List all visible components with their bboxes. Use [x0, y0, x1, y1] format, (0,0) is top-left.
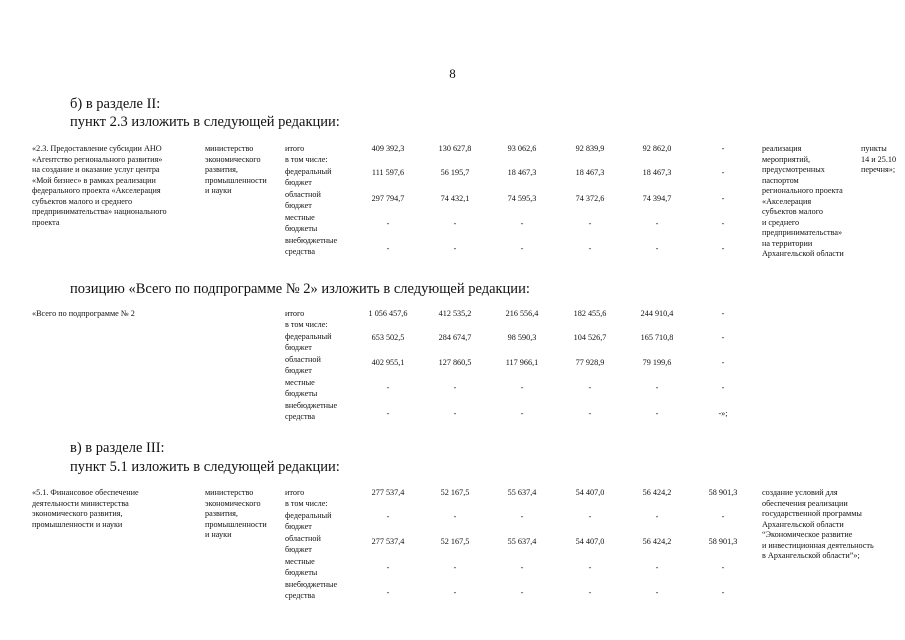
- value-cell: 92 862,0: [642, 144, 672, 153]
- block1-name: [32, 144, 167, 228]
- row-label: бюджет: [285, 342, 312, 352]
- heading-b-point: пункт 2.3 изложить в следующей редакции:: [70, 114, 340, 130]
- result-line: в Архангельской области”»;: [762, 551, 860, 560]
- value-cell: 74 394,7: [642, 194, 672, 203]
- value-cell: -: [520, 383, 524, 392]
- row-label: бюджеты: [285, 223, 318, 233]
- value-cell: 18 467,3: [575, 168, 605, 177]
- result-line: создание условий для: [762, 488, 838, 497]
- value-cell: -: [655, 512, 659, 521]
- block1-executor: [205, 144, 267, 197]
- value-cell: -: [721, 194, 725, 203]
- reference-line: пункты: [861, 144, 887, 153]
- row-label: федеральный: [285, 511, 332, 520]
- reference-line: перечня»;: [861, 165, 896, 174]
- value-cell: -: [721, 244, 725, 253]
- value-cell: 54 407,0: [575, 537, 605, 546]
- name-line: «Всего по подпрограмме № 2: [32, 309, 135, 318]
- value-cell: -: [588, 219, 592, 228]
- value-cell: 284 674,7: [438, 333, 472, 342]
- result-line: Архангельской области: [762, 519, 844, 529]
- value-cell: 409 392,3: [371, 144, 405, 153]
- value-cell: 74 372,6: [575, 194, 605, 203]
- value-cell: -: [588, 244, 592, 253]
- heading-v-point: пункт 5.1 изложить в следующей редакции:: [70, 459, 340, 475]
- value-cell: 297 794,7: [371, 194, 405, 203]
- value-cell: 18 467,3: [642, 168, 672, 177]
- executor-line: развития,: [205, 509, 238, 518]
- executor-line: министерство: [205, 144, 254, 153]
- name-line: федерального проекта «Акселерация: [32, 186, 161, 195]
- heading-b-section: б) в разделе II:: [70, 96, 161, 112]
- block1-reference: [861, 144, 896, 176]
- result-line: паспортом: [762, 175, 799, 185]
- row-label: итого: [285, 144, 305, 153]
- name-line: «2.3. Предоставление субсидии АНО: [32, 144, 162, 153]
- block2-name: [32, 309, 135, 320]
- row-label: итого: [285, 309, 305, 318]
- value-cell: -: [721, 219, 725, 228]
- value-cell: -: [386, 588, 390, 597]
- executor-line: экономического: [205, 154, 261, 164]
- result-line: Архангельской области: [762, 249, 844, 258]
- heading-v-section: в) в разделе III:: [70, 440, 165, 456]
- value-cell: -: [721, 168, 725, 177]
- value-cell: -: [520, 409, 524, 418]
- value-cell: -: [386, 219, 390, 228]
- executor-line: промышленности: [205, 175, 267, 185]
- value-cell: 93 062,6: [507, 144, 537, 153]
- value-cell: -: [588, 563, 592, 572]
- value-cell: 58 901,3: [708, 537, 738, 546]
- value-cell: -: [520, 563, 524, 572]
- value-cell: 130 627,8: [438, 144, 472, 153]
- value-cell: -: [453, 244, 457, 253]
- value-cell: -: [655, 244, 659, 253]
- value-cell: 402 955,1: [371, 358, 405, 367]
- result-line: регионального проекта: [762, 186, 843, 195]
- value-cell: 277 537,4: [371, 537, 405, 546]
- row-label: итого: [285, 488, 305, 497]
- row-label: бюджет: [285, 177, 312, 187]
- result-line: на территории: [762, 238, 813, 248]
- value-cell: 56 424,2: [642, 488, 672, 497]
- executor-line: экономического: [205, 498, 261, 508]
- value-cell: -: [588, 512, 592, 521]
- result-line: реализация: [762, 144, 802, 153]
- value-cell: 111 597,6: [371, 168, 405, 177]
- block1-row-labels: [285, 144, 337, 257]
- value-cell: 277 537,4: [371, 488, 405, 497]
- value-cell: 653 502,5: [371, 333, 405, 342]
- name-line: экономического развития,: [32, 509, 123, 518]
- block3-row-labels: [285, 488, 337, 601]
- result-line: обеспечения реализации: [762, 498, 848, 508]
- row-label: в том числе:: [285, 498, 328, 508]
- block3-executor: [205, 488, 267, 541]
- value-cell: 165 710,8: [640, 333, 674, 342]
- value-cell: 244 910,4: [640, 309, 674, 318]
- value-cell: 1 056 457,6: [368, 309, 408, 318]
- value-cell: -: [588, 409, 592, 418]
- value-cell: -: [520, 588, 524, 597]
- name-line: «Агентство регионального развития»: [32, 154, 163, 164]
- value-cell: -: [721, 588, 725, 597]
- row-label: местные: [285, 557, 315, 566]
- value-cell: -: [386, 383, 390, 392]
- value-cell: 74 432,1: [440, 194, 470, 203]
- row-label: средства: [285, 246, 316, 256]
- value-cell: -: [453, 409, 457, 418]
- value-cell: 52 167,5: [440, 488, 470, 497]
- result-line: и среднего: [762, 217, 800, 227]
- value-cell: 412 535,2: [438, 309, 472, 318]
- value-cell: 79 199,6: [642, 358, 672, 367]
- name-line: деятельности министерства: [32, 498, 129, 508]
- value-cell: -: [386, 244, 390, 253]
- value-cell: 182 455,6: [573, 309, 607, 318]
- name-line: на создание и оказание услуг центра: [32, 165, 160, 174]
- value-cell: -: [588, 588, 592, 597]
- value-cell: 92 839,9: [575, 144, 605, 153]
- result-line: и инвестиционная деятельность: [762, 540, 874, 550]
- block3-result: [762, 488, 874, 562]
- result-line: предусмотренных: [762, 165, 825, 174]
- value-cell: -: [721, 563, 725, 572]
- value-cell: 127 860,5: [438, 358, 472, 367]
- value-cell: 56 195,7: [440, 168, 470, 177]
- value-cell: 104 526,7: [573, 333, 607, 342]
- value-cell: -: [655, 563, 659, 572]
- value-cell: -: [721, 358, 725, 367]
- block1-result: [762, 144, 844, 260]
- value-cell: -: [721, 383, 725, 392]
- value-cell: -: [655, 383, 659, 392]
- row-label: средства: [285, 590, 316, 600]
- value-cell: -: [520, 244, 524, 253]
- value-cell: -: [453, 563, 457, 572]
- value-cell: -: [453, 383, 457, 392]
- name-line: проекта: [32, 217, 60, 227]
- value-cell: -: [386, 409, 390, 418]
- value-cell: -: [655, 588, 659, 597]
- value-cell: 52 167,5: [440, 537, 470, 546]
- value-cell: 58 901,3: [708, 488, 738, 497]
- value-cell: 98 590,3: [507, 333, 537, 342]
- value-cell: -: [453, 512, 457, 521]
- result-line: мероприятий,: [762, 154, 811, 164]
- value-cell: 117 966,1: [505, 358, 539, 367]
- row-label: внебюджетные: [285, 401, 338, 410]
- row-label: областной: [285, 190, 321, 199]
- row-label: федеральный: [285, 332, 332, 341]
- name-line: субъектов малого и среднего: [32, 196, 133, 206]
- reference-line: 14 и 25.10: [861, 154, 897, 164]
- result-line: государственной программы: [762, 509, 862, 518]
- heading-total-position: позицию «Всего по подпрограмме № 2» изложить в следующей редакции:: [70, 281, 530, 297]
- value-cell: 74 595,3: [507, 194, 537, 203]
- value-cell: -: [721, 333, 725, 342]
- row-label: бюджет: [285, 200, 312, 210]
- result-line: субъектов малого: [762, 207, 823, 216]
- value-cell: 216 556,4: [505, 309, 539, 318]
- executor-line: и науки: [205, 186, 232, 195]
- value-cell: -: [655, 409, 659, 418]
- value-cell: 55 637,4: [507, 537, 537, 546]
- row-label: областной: [285, 534, 321, 543]
- value-cell: 77 928,9: [575, 358, 605, 367]
- row-label: бюджеты: [285, 567, 318, 577]
- name-line: «Мой бизнес» в рамках реализации: [32, 175, 156, 185]
- row-label: бюджет: [285, 544, 312, 554]
- value-cell: -: [453, 588, 457, 597]
- name-line: «5.1. Финансовое обеспечение: [32, 488, 139, 497]
- result-line: «Акселерация: [762, 196, 812, 206]
- row-label: местные: [285, 378, 315, 387]
- name-line: предпринимательства» национального: [32, 207, 167, 216]
- executor-line: министерство: [205, 488, 254, 497]
- result-line: предпринимательства»: [762, 228, 843, 237]
- executor-line: развития,: [205, 165, 238, 174]
- value-cell: 55 637,4: [507, 488, 537, 497]
- value-cell: -»;: [718, 409, 728, 418]
- row-label: бюджет: [285, 365, 312, 375]
- page-number: 8: [449, 66, 456, 81]
- row-label: в том числе:: [285, 319, 328, 329]
- value-cell: 56 424,2: [642, 537, 672, 546]
- value-cell: -: [386, 563, 390, 572]
- value-cell: -: [520, 512, 524, 521]
- block3-name: [32, 488, 139, 530]
- row-label: областной: [285, 355, 321, 364]
- value-cell: -: [721, 144, 725, 153]
- row-label: внебюджетные: [285, 580, 338, 589]
- row-label: федеральный: [285, 167, 332, 176]
- executor-line: промышленности: [205, 519, 267, 529]
- row-label: местные: [285, 213, 315, 222]
- block2-row-labels: [285, 309, 337, 422]
- value-cell: -: [655, 219, 659, 228]
- value-cell: -: [588, 383, 592, 392]
- executor-line: и науки: [205, 530, 232, 539]
- value-cell: 54 407,0: [575, 488, 605, 497]
- value-cell: -: [386, 512, 390, 521]
- row-label: внебюджетные: [285, 236, 338, 245]
- value-cell: -: [453, 219, 457, 228]
- value-cell: -: [721, 309, 725, 318]
- value-cell: -: [721, 512, 725, 521]
- row-label: бюджеты: [285, 388, 318, 398]
- value-cell: -: [520, 219, 524, 228]
- result-line: “Экономическое развитие: [762, 530, 853, 539]
- row-label: в том числе:: [285, 154, 328, 164]
- row-label: средства: [285, 411, 316, 421]
- row-label: бюджет: [285, 521, 312, 531]
- value-cell: 18 467,3: [507, 168, 537, 177]
- name-line: промышленности и науки: [32, 519, 123, 529]
